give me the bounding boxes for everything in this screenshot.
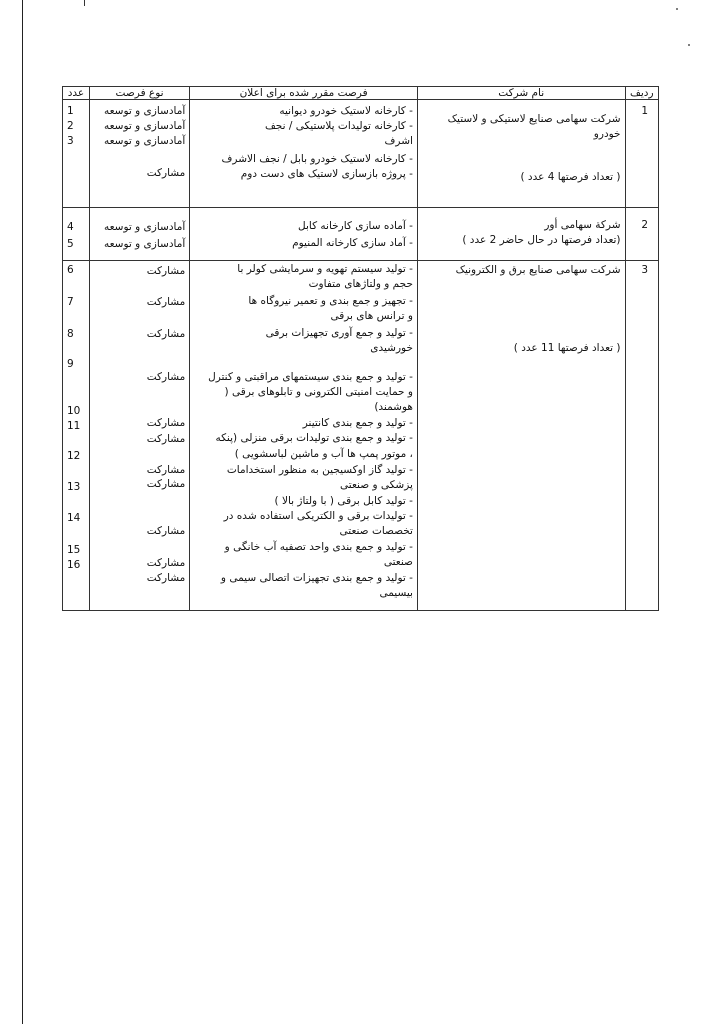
opportunity-line: ، موتور پمپ ها آب و ماشین لباسشویی ) xyxy=(234,448,413,460)
opportunity-line: هوشمند) xyxy=(374,401,413,413)
opportunity-cell xyxy=(190,208,418,261)
opportunity-number: 8 xyxy=(67,328,74,340)
opportunity-type: مشارکت xyxy=(146,464,186,476)
opportunity-line: و حمایت امنیتی الکترونی و تابلوهای برقی ( xyxy=(224,386,413,398)
opportunity-line: - پروژه بازسازی لاستیک های دست دوم xyxy=(240,168,413,180)
opportunity-line: - تولیدات برقی و الکتریکی استفاده شده در xyxy=(223,510,413,522)
header-count: عدد xyxy=(63,87,90,100)
opportunity-line: اشرف xyxy=(384,135,413,147)
binding-margin-line xyxy=(22,0,23,1024)
row-radif: 3 xyxy=(641,264,648,276)
opportunity-line: - کارخانه لاستیک خودرو دیوانیه xyxy=(279,105,413,117)
opportunity-line: بیسیمی xyxy=(379,587,413,599)
opportunity-number: 14 xyxy=(67,512,81,524)
table-row xyxy=(63,261,659,611)
opportunity-type: مشارکت xyxy=(146,296,186,308)
opportunity-cell xyxy=(190,261,418,611)
opportunity-line: - تولید و جمع بندی سیستمهای مراقبتی و کنترل xyxy=(208,371,413,383)
opportunity-line: پزشکی و صنعتی xyxy=(340,479,413,491)
opportunity-type: آمادسازی و توسعه xyxy=(103,105,186,117)
opportunity-line: - آماده سازی کارخانه کابل xyxy=(298,220,413,232)
count-cell xyxy=(63,100,90,208)
opportunity-type: آمادسازی و توسعه xyxy=(103,221,186,233)
opportunity-line: - کارخانه تولیدات پلاستیکی / نجف xyxy=(264,120,413,132)
opportunity-number: 11 xyxy=(67,420,81,432)
opportunity-line: صنعتی xyxy=(383,556,413,568)
opportunity-number: 6 xyxy=(67,264,74,276)
opportunity-line: - تولید و جمع بندی تجهیزات اتصالی سیمی و xyxy=(220,572,413,584)
opportunity-number: 5 xyxy=(67,238,74,250)
opportunity-number: 9 xyxy=(67,358,74,370)
company-name-line: شرکت سهامی صنایع لاستیکی و لاستیک xyxy=(447,113,621,125)
opportunity-line: - تجهیز و جمع بندی و تعمیر نیروگاه ها xyxy=(248,295,413,307)
company-name-line: شرکت سهامی صنایع برق و الکترونیک xyxy=(455,264,621,276)
opportunity-type: آمادسازی و توسعه xyxy=(103,238,186,250)
opportunity-line: - تولید و جمع آوری تجهیزات برقی xyxy=(265,327,413,339)
opportunity-type: مشارکت xyxy=(146,371,186,383)
opportunity-number: 2 xyxy=(67,120,74,132)
header-radif: ردیف xyxy=(625,87,658,100)
opportunity-total: ( تعداد فرصتها 4 عدد ) xyxy=(520,171,621,183)
table-row xyxy=(63,100,659,208)
opportunity-line: - تولید سیستم تهویه و سرمایشی کولر با xyxy=(237,263,413,275)
opportunity-line: خورشیدی xyxy=(370,342,413,354)
opportunity-type: مشارکت xyxy=(146,328,186,340)
opportunity-line: - تولید و جمع بندی واحد تصفیه آب خانگی و xyxy=(224,541,413,553)
company-name-line: خودرو xyxy=(593,128,621,140)
opportunity-cell xyxy=(190,100,418,208)
opportunity-type: مشارکت xyxy=(146,572,186,584)
type-cell xyxy=(89,208,189,261)
opportunity-total: (تعداد فرصتها در حال حاضر 2 عدد ) xyxy=(462,234,621,246)
opportunity-number: 7 xyxy=(67,296,74,308)
header-company: نام شرکت xyxy=(417,87,625,100)
opportunity-number: 13 xyxy=(67,481,81,493)
opportunity-number: 1 xyxy=(67,105,74,117)
row-radif-cell xyxy=(625,208,658,261)
opportunity-line: و ترانس های برقی xyxy=(330,310,413,322)
opportunity-line: - آماد سازی کارخانه المنیوم xyxy=(292,237,413,249)
opportunity-type: مشارکت xyxy=(146,557,186,569)
type-cell xyxy=(89,261,189,611)
opportunity-number: 16 xyxy=(67,559,81,571)
header-row xyxy=(63,87,659,100)
opportunity-number: 3 xyxy=(67,135,74,147)
company-cell xyxy=(417,208,625,261)
opportunity-type: مشارکت xyxy=(146,525,186,537)
opportunity-line: - تولید کابل برقی ( با ولتاژ بالا ) xyxy=(274,495,413,507)
company-cell xyxy=(417,261,625,611)
company-cell xyxy=(417,100,625,208)
opportunity-type: مشارکت xyxy=(146,478,186,490)
opportunity-line: حجم و ولتاژهای متفاوت xyxy=(308,278,413,290)
opportunity-line: - تولید و جمع بندی تولیدات برقی منزلی (پنکه xyxy=(215,432,413,444)
opportunity-line: تخصصات صنعتی xyxy=(339,525,413,537)
opportunity-line: - تولید و جمع بندی کانتینر xyxy=(302,417,413,429)
opportunity-type: آمادسازی و توسعه xyxy=(103,120,186,132)
opportunity-total: ( تعداد فرصتها 11 عدد ) xyxy=(513,342,621,354)
row-radif-cell xyxy=(625,261,658,611)
header-type: نوع فرصت xyxy=(89,87,189,100)
opportunity-type: مشارکت xyxy=(146,417,186,429)
count-cell xyxy=(63,261,90,611)
type-cell xyxy=(89,100,189,208)
row-radif: 2 xyxy=(641,219,648,231)
header-opportunity: فرصت مقرر شده برای اعلان xyxy=(190,87,418,100)
company-name-line: شرکة سهامی أور xyxy=(544,219,621,231)
table-row xyxy=(63,208,659,261)
opportunity-type: مشارکت xyxy=(146,167,186,179)
opportunity-number: 12 xyxy=(67,450,81,462)
opportunity-number: 15 xyxy=(67,544,81,556)
opportunity-line: - کارخانه لاستیک خودرو بابل / نجف الاشرف xyxy=(221,153,413,165)
opportunity-type: آمادسازی و توسعه xyxy=(103,135,186,147)
scan-speck xyxy=(676,8,678,10)
opportunity-type: مشارکت xyxy=(146,265,186,277)
opportunity-number: 4 xyxy=(67,221,74,233)
scan-speck xyxy=(688,44,690,46)
opportunity-number: 10 xyxy=(67,405,81,417)
row-radif: 1 xyxy=(641,105,648,117)
row-radif-cell xyxy=(625,100,658,208)
opportunity-line: - تولید گاز اوکسیجین به منظور استخدامات xyxy=(226,464,413,476)
opportunities-table xyxy=(62,86,659,611)
opportunity-type: مشارکت xyxy=(146,433,186,445)
top-edge-mark xyxy=(84,0,85,6)
count-cell xyxy=(63,208,90,261)
